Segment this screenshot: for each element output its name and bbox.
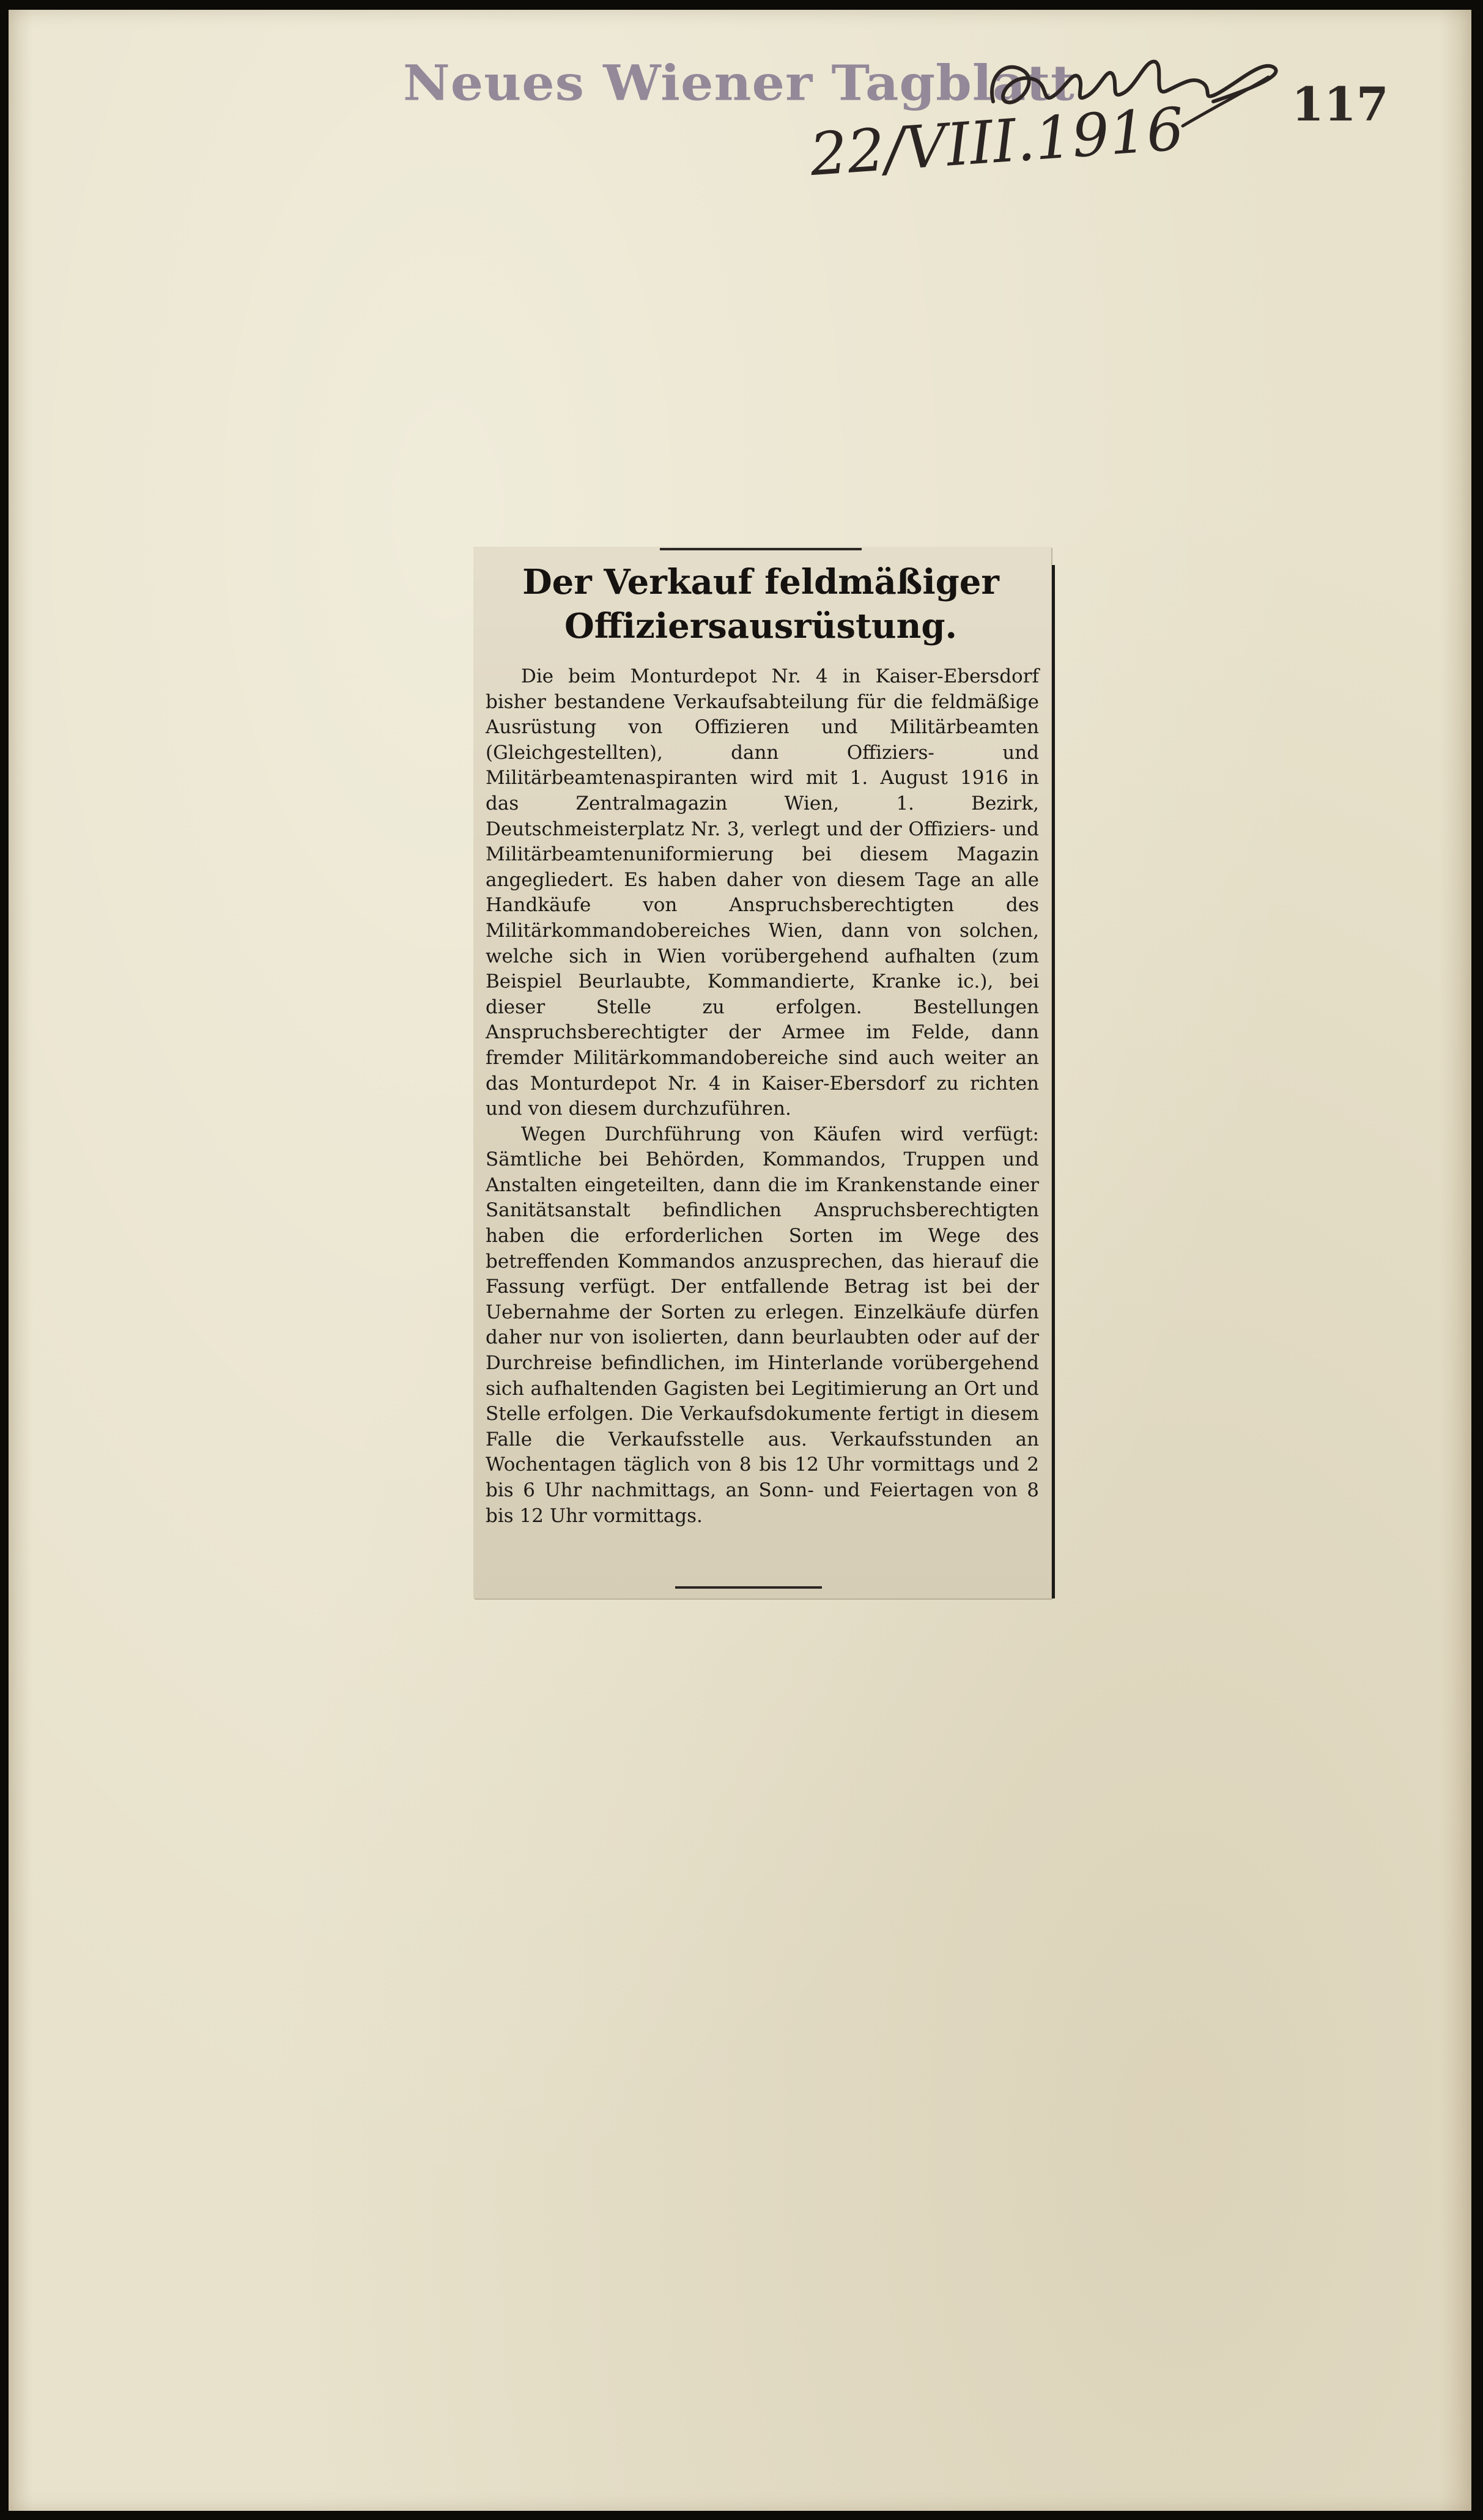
- archive-sheet: [9, 10, 1471, 2511]
- bottom-rule: [675, 1586, 822, 1589]
- article-body: [486, 664, 1039, 1529]
- article-paragraph: Wegen Durchführung von Käufen wird verfügt: Sämtliche bei Behörden, Kommandos, Truppen und Anstalten eingeteilten, dann die im Krankenstande einer Sanitätsanstalt befindlichen Anspruchsberechtigten haben die erforderlichen Sorten im Wege des betreffenden Kommandos anzusprechen, das hierauf die Fassung verfügt. Der entfallende Betrag ist bei der Uebernahme der Sorten zu erlegen. Einzelkäufe dürfen daher nur von isolierten, dann beurlaubten oder auf der Durchreise befindlichen, im Hinterlande vorübergehend sich aufhaltenden Gagisten bei Legitimierung an Ort und Stelle erfolgen. Die Verkaufsdokumente fertigt in diesem Falle die Verkaufsstelle aus. Verkaufsstunden an Wochentagen täglich von 8 bis 12 Uhr vormittags und 2 bis 6 Uhr nachmittags, an Sonn- und Feiertagen von 8 bis 12 Uhr vormittags.: [486, 1123, 1039, 1527]
- top-rule: [660, 548, 862, 550]
- page-number: 117: [1292, 77, 1389, 131]
- newspaper-stamp: Neues Wiener Tagblatt: [403, 54, 1075, 112]
- clipping-edge: [1052, 565, 1055, 1598]
- handwritten-date: 22/VIII.1916: [807, 94, 1186, 190]
- newspaper-clipping: [473, 547, 1051, 1598]
- article-headline: Der Verkauf feldmäßiger Offiziersausrüstung.: [522, 562, 999, 646]
- article-paragraph: Die beim Monturdepot Nr. 4 in Kaiser-Ebersdorf bisher bestandene Verkaufsabteilung für die feldmäßige Ausrüstung von Offizieren und Militärbeamten (Gleichgestellten), dann Offiziers- und Militärbeamtenaspiranten wird mit 1. August 1916 in das Zentralmagazin Wien, 1. Bezirk, Deutschmeisterplatz Nr. 3, verlegt und der Offiziers- und Militärbeamtenuniformierung bei diesem Magazin angegliedert. Es haben daher von diesem Tage an alle Handkäufe von Anspruchsberechtigten des Militärkommandobereiches Wien, dann von solchen, welche sich in Wien vorübergehend aufhalten (zum Beispiel Beurlaubte, Kommandierte, Kranke ic.), bei dieser Stelle zu erfolgen. Bestellungen Anspruchsberechtigter der Armee im Felde, dann fremder Militärkommandobereiche sind auch weiter an das Monturdepot Nr. 4 in Kaiser-Ebersdorf zu richten und von diesem durchzuführen.: [486, 665, 1039, 1120]
